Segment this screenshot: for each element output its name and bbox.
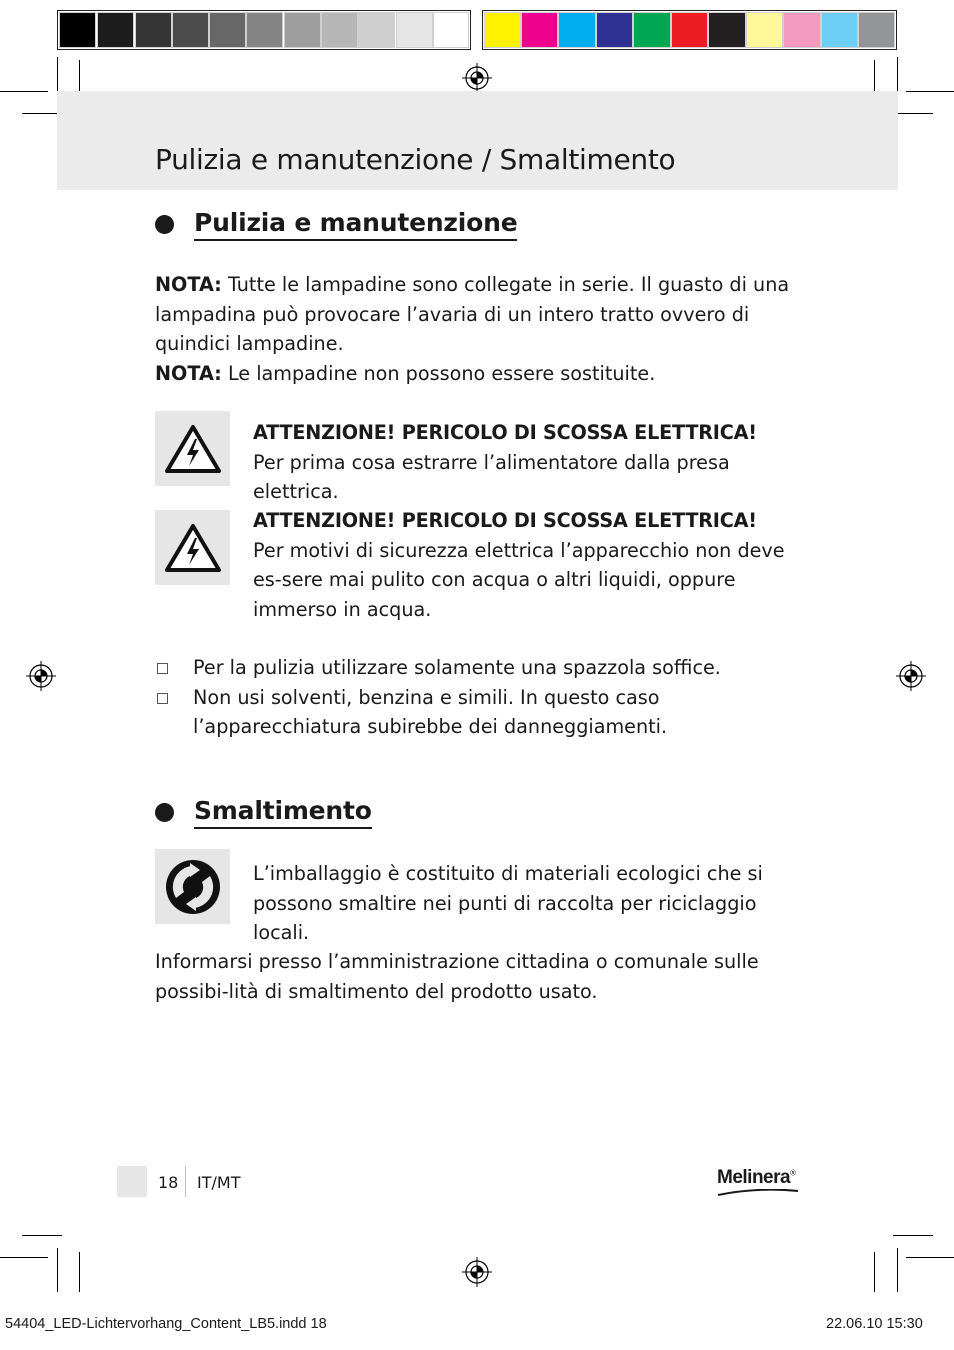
- footer-tab: [117, 1166, 147, 1197]
- color-swatch: [558, 12, 596, 48]
- gray-swatch: [97, 12, 134, 48]
- color-swatch: [783, 12, 821, 48]
- gray-swatch: [284, 12, 321, 48]
- note-paragraph: [155, 270, 805, 359]
- gray-swatch: [209, 12, 246, 48]
- disposal-info-paragraph: Informarsi presso l’amministrazione cittadina o comunale sulle possibi-lità di smaltimento del prodotto usato.: [155, 950, 759, 1003]
- checkbox-square-icon: [157, 663, 168, 674]
- color-swatch: [671, 12, 708, 48]
- color-swatch: [596, 12, 633, 48]
- color-swatch: [484, 12, 521, 48]
- color-swatch: [521, 12, 558, 48]
- color-swatch: [858, 12, 895, 48]
- print-slug-filename: 54404_LED-Lichtervorhang_Content_LB5.indd 18: [5, 1316, 327, 1332]
- section-heading-cleaning: [155, 208, 517, 241]
- warning-text: Per motivi di sicurezza elettrica l’apparecchio non deve es-sere mai pulito con acqua o altri liquidi, oppure immerso in acqua.: [253, 538, 785, 621]
- heading-text: Smaltimento: [194, 796, 372, 829]
- note-paragraph: [155, 359, 805, 389]
- brand-logo: [717, 1167, 796, 1189]
- electric-hazard-icon: [164, 523, 222, 573]
- registration-mark-icon: [26, 661, 56, 691]
- brand-swoosh-icon: [717, 1189, 799, 1197]
- registration-mark-icon: [462, 63, 492, 93]
- gray-swatch: [59, 12, 96, 48]
- warning-text: Per prima cosa estrarre l’alimentatore dalla presa elettrica.: [253, 450, 730, 503]
- brand-name: Melinera: [717, 1167, 791, 1188]
- note-text: Le lampadine non possono essere sostituite.: [221, 362, 656, 385]
- note-label: NOTA:: [155, 273, 222, 296]
- gray-swatch: [246, 12, 283, 48]
- gray-swatch: [135, 12, 172, 48]
- green-dot-recycling-icon: [164, 858, 222, 916]
- language-code: IT/MT: [197, 1173, 241, 1192]
- note-label: NOTA:: [155, 362, 222, 385]
- recycling-icon-box: [155, 849, 230, 924]
- electric-hazard-icon: [164, 424, 222, 474]
- list-item-text: Non usi solventi, benzina e simili. In questo caso l’apparecchiatura subirebbe dei danneggiamenti.: [193, 685, 668, 738]
- warning-title: ATTENZIONE! PERICOLO DI SCOSSA ELETTRICA!: [253, 421, 757, 444]
- color-swatch: [821, 12, 858, 48]
- warning-block: [253, 418, 803, 507]
- color-swatch: [746, 12, 783, 48]
- note-text: Tutte le lampadine sono collegate in serie. Il guasto di una lampadina può provocare l’avaria di un intero tratto ovvero di quindici lampadine.: [155, 273, 790, 355]
- warning-icon-box: [155, 411, 230, 486]
- bullet-dot: [155, 215, 174, 234]
- section-heading-disposal: [155, 796, 372, 829]
- gray-swatch: [433, 12, 469, 48]
- packaging-text: L’imballaggio è costituito di materiali ecologici che si possono smaltire nei punti di raccolta per riciclaggio locali.: [253, 862, 763, 944]
- heading-text: Pulizia e manutenzione: [194, 208, 517, 241]
- registration-mark-icon: [896, 661, 926, 691]
- warning-title: ATTENZIONE! PERICOLO DI SCOSSA ELETTRICA!: [253, 509, 757, 532]
- registration-mark-icon: [462, 1257, 492, 1287]
- gray-swatch: [358, 12, 395, 48]
- page-number: 18: [158, 1173, 179, 1192]
- warning-block: [253, 506, 803, 624]
- instruction-list: [155, 653, 805, 742]
- list-item: [155, 653, 805, 683]
- list-item-text: Per la pulizia utilizzare solamente una spazzola soffice.: [193, 656, 721, 679]
- color-swatch: [633, 12, 671, 48]
- page-title: Pulizia e manutenzione / Smaltimento: [155, 143, 676, 176]
- footer-divider: [185, 1166, 186, 1197]
- warning-icon-box: [155, 510, 230, 585]
- bullet-dot: [155, 803, 174, 822]
- print-slug-datetime: 22.06.10 15:30: [826, 1316, 923, 1332]
- color-swatch: [708, 12, 746, 48]
- checkbox-square-icon: [157, 693, 168, 704]
- gray-swatch: [172, 12, 209, 48]
- gray-swatch: [321, 12, 358, 48]
- registered-mark: ®: [790, 1168, 796, 1178]
- gray-swatch: [396, 12, 433, 48]
- list-item: [155, 683, 805, 742]
